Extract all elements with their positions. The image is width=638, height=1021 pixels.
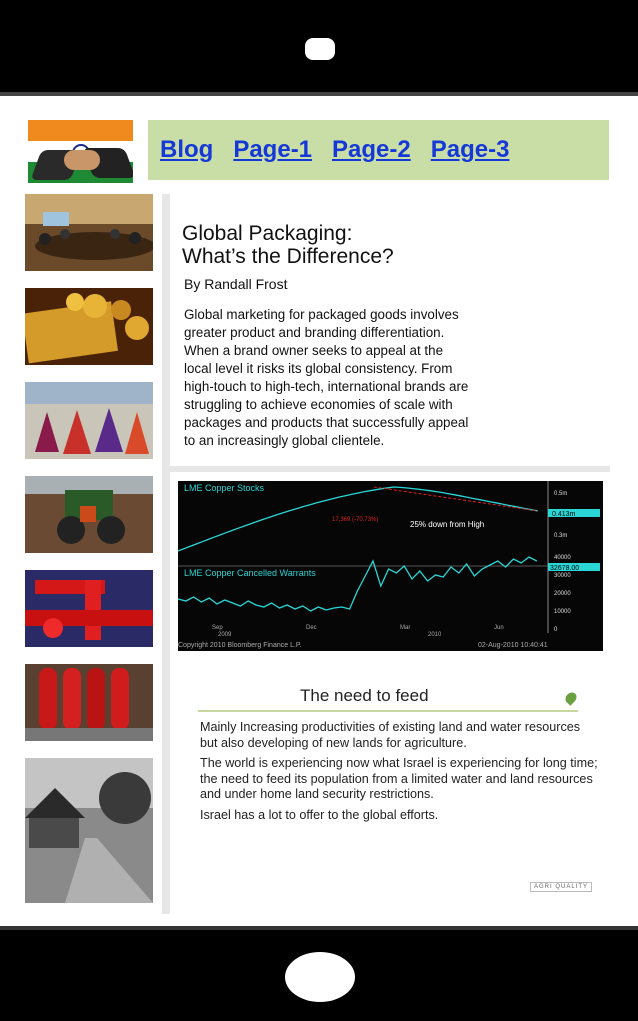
article-body-line: When a brand owner seeks to appeal at the <box>184 343 444 358</box>
chart-year-label: 2009 <box>218 632 232 638</box>
chart-annotation: 17,369 (-70.73%) <box>332 517 379 523</box>
chart-year-label: 2010 <box>428 632 442 638</box>
thumbnail-gold-coins[interactable] <box>25 288 153 365</box>
y-tick-label: 20000 <box>554 591 571 597</box>
handshake-icon <box>64 150 100 170</box>
thumbnail-column <box>25 194 153 920</box>
feed-paragraph: Mainly Increasing productivities of existing land and water resources but also developing of new lands for agriculture. <box>200 720 581 750</box>
article-body-line: Global marketing for packaged goods involves <box>184 307 459 322</box>
stocks-trend-line <box>374 487 538 511</box>
article-title-line-1: Global Packaging: <box>182 222 353 245</box>
y-tick-label: 40000 <box>554 555 571 561</box>
india-handshake-logo <box>28 120 133 183</box>
article-body-line: greater product and branding differentiation. <box>184 325 445 340</box>
agri-quality-logo: AGRI QUALITY <box>530 882 592 892</box>
thumbnail-red-pipes[interactable] <box>25 570 153 647</box>
article-body <box>184 306 610 450</box>
article-body-line: high-touch to high-tech, international brands are <box>184 379 469 394</box>
thumbnail-conference-room[interactable] <box>25 194 153 271</box>
copper-chart-panel <box>178 481 603 651</box>
feed-title: The need to feed <box>300 686 429 705</box>
x-tick-label: Sep <box>212 625 223 631</box>
thumbnail-dancers[interactable] <box>25 382 153 459</box>
article-byline: By Randall Frost <box>184 276 288 292</box>
chart-annotation: 25% down from High <box>410 520 485 529</box>
article-title <box>182 222 522 268</box>
copper-chart <box>178 481 603 651</box>
y-tick-label: 0 <box>554 627 558 633</box>
x-tick-label: Mar <box>400 625 411 631</box>
chart-title-warrants: LME Copper Cancelled Warrants <box>184 568 316 578</box>
article-card <box>170 194 610 466</box>
warrants-current-value: 32678.00 <box>550 565 580 572</box>
nav-link-page-2[interactable]: Page-2 <box>332 136 411 163</box>
article-body-line: struggling to achieve economies of scale with <box>184 397 453 412</box>
nav-link-blog[interactable]: Blog <box>160 136 214 163</box>
nav-link-page-1[interactable]: Page-1 <box>233 136 313 163</box>
y-tick-label: 0.5m <box>554 491 568 497</box>
warrants-series-line <box>178 557 537 611</box>
feed-paragraph: Israel has a lot to offer to the global efforts. <box>200 807 439 822</box>
home-button[interactable] <box>285 952 355 1002</box>
device-speaker <box>305 38 335 60</box>
device-bottom-bezel <box>0 926 638 1021</box>
section-divider <box>170 466 610 472</box>
article-title-line-2: What’s the Difference? <box>182 245 394 268</box>
device-screen <box>0 92 638 926</box>
feed-title-rule <box>198 710 578 712</box>
chart-footer-copyright: Copyright 2010 Bloomberg Finance L.P. <box>178 642 302 649</box>
chart-title-stocks: LME Copper Stocks <box>184 483 265 493</box>
thumbnail-village-road[interactable] <box>25 758 153 903</box>
y-tick-label: 10000 <box>554 609 571 615</box>
top-nav-bar <box>148 120 609 180</box>
stocks-current-value: 0.413m <box>552 511 576 518</box>
x-tick-label: Dec <box>306 625 317 631</box>
device-top-bezel <box>0 0 638 92</box>
thumbnail-red-tanks[interactable] <box>25 664 153 741</box>
article-body-line: to an increasingly global clientele. <box>184 433 385 448</box>
thumbnail-tractor[interactable] <box>25 476 153 553</box>
chart-footer-timestamp: 02-Aug-2010 10:40:41 <box>478 642 548 649</box>
article-body-line: local level it risks its global consistency. From <box>184 361 453 376</box>
article-body-line: packages and products that successfully appeal <box>184 415 469 430</box>
nav-link-page-3[interactable]: Page-3 <box>430 136 510 163</box>
x-tick-label: Jun <box>494 625 504 631</box>
y-tick-label: 0.3m <box>554 533 568 539</box>
column-divider <box>162 194 170 914</box>
feed-slide <box>170 664 610 904</box>
leaf-icon <box>563 690 579 706</box>
feed-paragraph: The world is experiencing now what Israel is experiencing for long time; the need to feed its population from a limited water and land resources and under home land security restrictions. <box>200 756 598 801</box>
feed-text <box>200 720 600 828</box>
y-tick-label: 30000 <box>554 573 571 579</box>
